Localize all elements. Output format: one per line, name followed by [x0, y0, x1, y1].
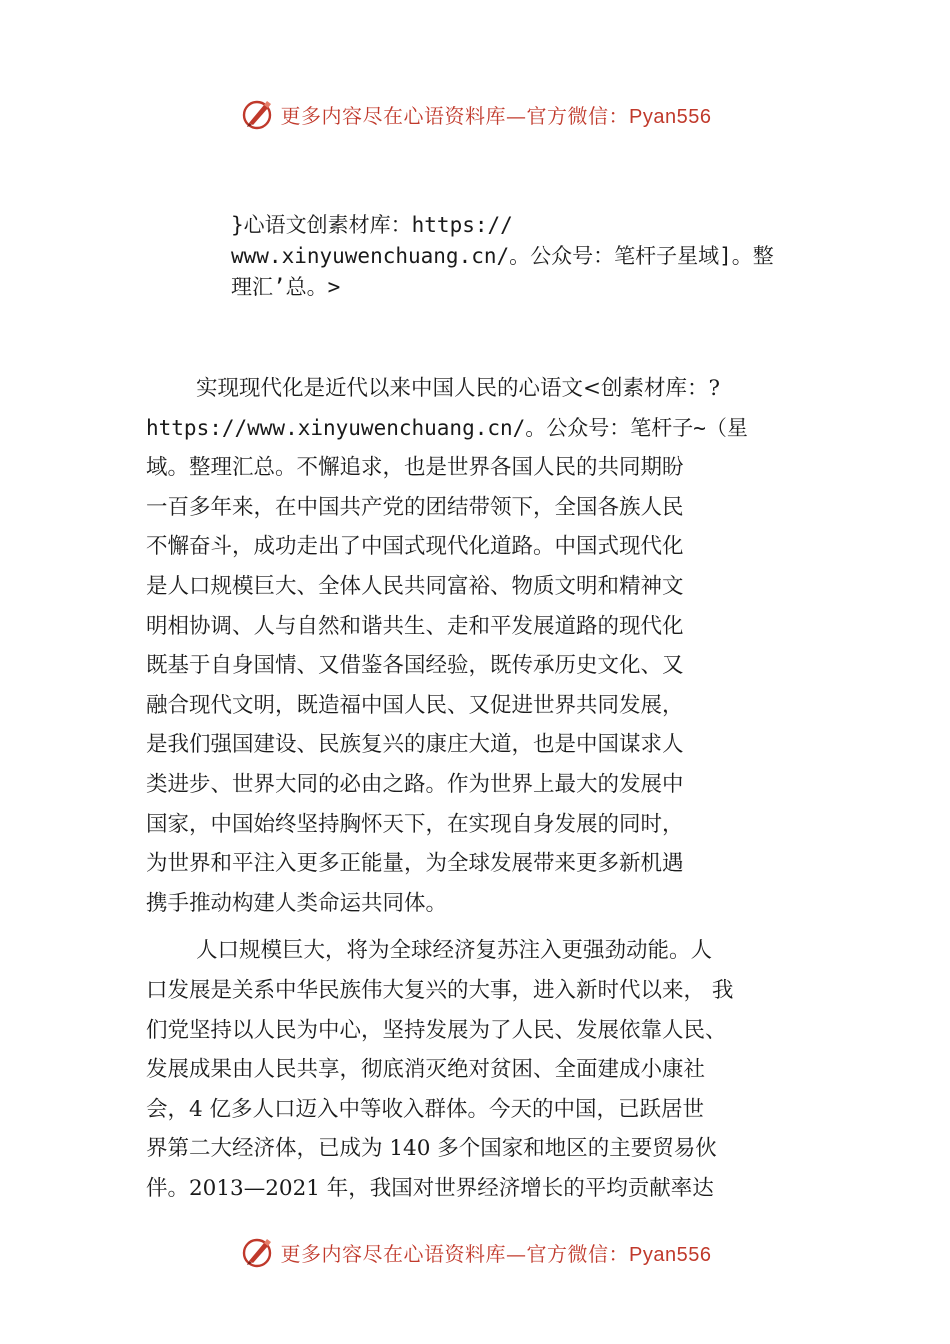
pen-logo-icon — [239, 1234, 275, 1270]
pen-logo-icon — [239, 96, 275, 132]
paragraph-line: 们党坚持以人民为中心，坚持发展为了人民、发展依靠人民、 — [146, 1017, 727, 1043]
paragraph-line: 是我们强国建设、民族复兴的康庄大道，也是中国谋求人 — [146, 732, 684, 758]
paragraph-line: 既基于自身国情、又借鉴各国经验，既传承历史文化、又 — [146, 653, 684, 679]
paragraph-line: 伴。2013—2021 年，我国对世界经济增长的平均贡献率达 — [146, 1175, 714, 1201]
paragraph-line: 域。整理汇总。不懈追求，也是世界各国人民的共同期盼 — [146, 455, 684, 481]
banner-text: 更多内容尽在心语资料库—官方微信：Pyan556 — [280, 1241, 712, 1266]
paragraph-line: 不懈奋斗，成功走出了中国式现代化道路。中国式现代化 — [146, 534, 684, 560]
paragraph-line: https://www.xinyuwenchuang.cn/。公众号：笔杆子~（星 — [146, 415, 748, 440]
banner-text: 更多内容尽在心语资料库—官方微信：Pyan556 — [280, 103, 712, 128]
paragraph-line: 人口规模巨大，将为全球经济复苏注入更强劲动能。人 — [196, 938, 713, 964]
paragraph-line: 口发展是关系中华民族伟大复兴的大事，进入新时代以来， 我 — [146, 977, 734, 1003]
header-banner — [0, 94, 950, 134]
paragraph-line: 界第二大经济体，已成为 140 多个国家和地区的主要贸易伙 — [146, 1136, 717, 1162]
paragraph-line: 类进步、世界大同的必由之路。作为世界上最大的发展中 — [146, 771, 684, 797]
note-line: }心语文创素材库：https:// — [231, 213, 513, 237]
paragraph-line: 实现现代化是近代以来中国人民的心语文<创素材库：? — [196, 376, 721, 401]
note-line: www.xinyuwenchuang.cn/。公众号：笔杆子星域]。整 — [231, 244, 774, 268]
paragraph-line: 国家，中国始终坚持胸怀天下，在实现自身发展的同时， — [146, 811, 684, 837]
source-note — [231, 210, 841, 303]
paragraph-line: 会，4 亿多人口迈入中等收入群体。今天的中国，已跃居世 — [146, 1096, 705, 1122]
wechat-account: Pyan556 — [629, 1243, 712, 1266]
paragraph-line: 一百多年来，在中国共产党的团结带领下，全国各族人民 — [146, 494, 684, 520]
note-line: 理汇’总。> — [231, 275, 341, 299]
article-body — [146, 369, 816, 1208]
paragraph-line: 携手推动构建人类命运共同体。 — [146, 890, 448, 916]
paragraph-line: 是人口规模巨大、全体人民共同富裕、物质文明和精神文 — [146, 573, 684, 599]
paragraph-line: 为世界和平注入更多正能量，为全球发展带来更多新机遇 — [146, 851, 684, 877]
paragraph-line: 融合现代文明，既造福中国人民、又促进世界共同发展， — [146, 692, 684, 718]
paragraph-line: 发展成果由人民共享，彻底消灭绝对贫困、全面建成小康社 — [146, 1057, 706, 1083]
wechat-account: Pyan556 — [629, 105, 712, 128]
footer-banner — [0, 1232, 950, 1272]
paragraph-line: 明相协调、人与自然和谐共生、走和平发展道路的现代化 — [146, 613, 684, 639]
